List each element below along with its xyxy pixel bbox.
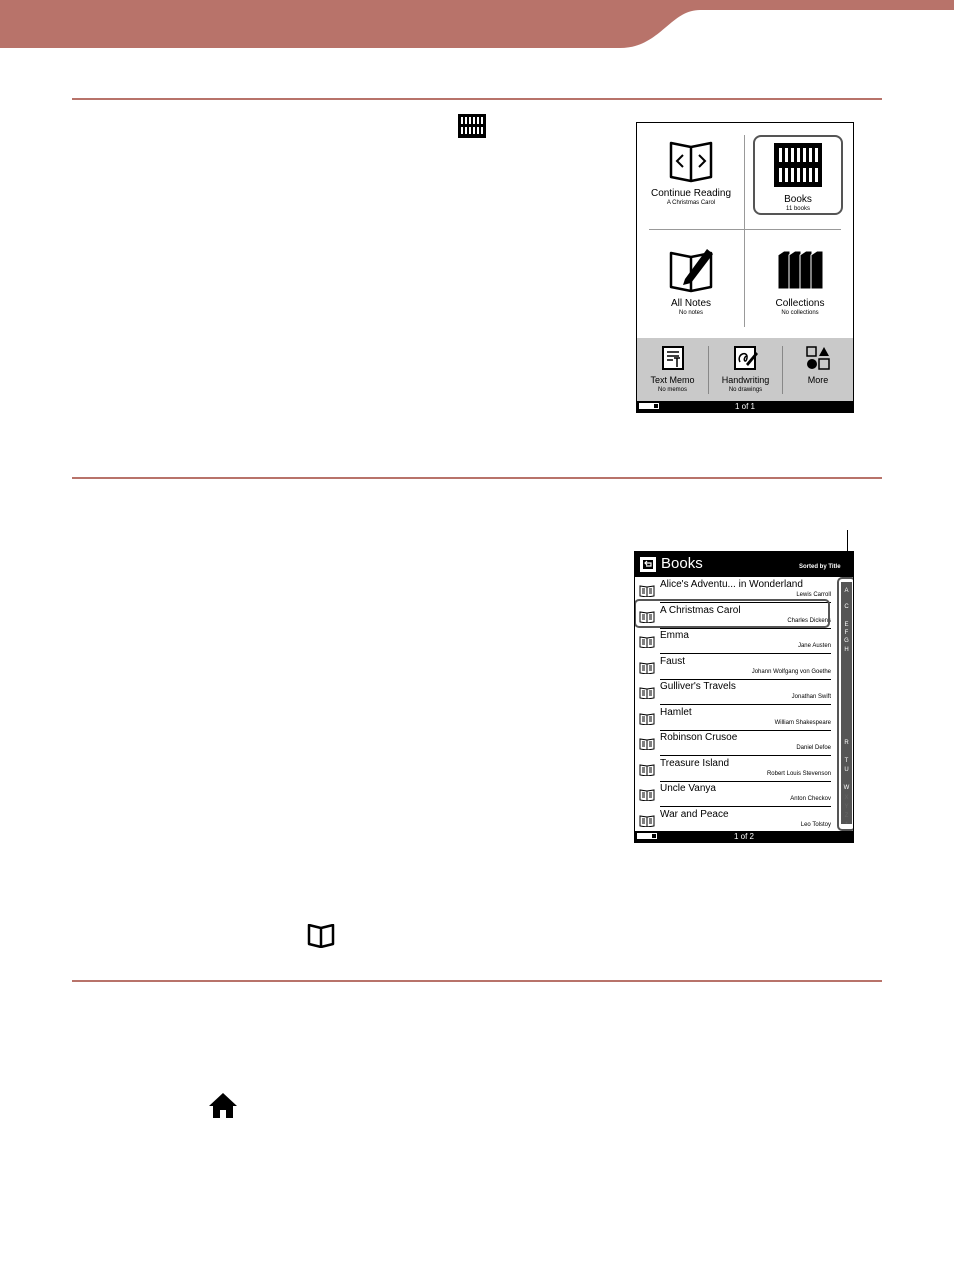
books-tile[interactable] [753,135,843,215]
back-icon[interactable] [640,557,656,572]
book-icon [639,815,655,827]
status-bar [637,401,853,412]
item-subtitle: No memos [657,387,687,393]
book-author: Lewis Carroll [796,592,831,598]
book-author: Jonathan Swift [791,694,831,700]
battery-icon [639,403,659,409]
index-letter[interactable]: H [844,647,849,653]
index-letter[interactable]: T [844,758,849,764]
item-title: More [807,375,829,385]
item-title: Handwriting [721,375,770,385]
item-subtitle: No drawings [728,387,763,393]
book-row[interactable] [635,680,831,705]
book-title: War and Peace [660,808,729,820]
book-author: Anton Checkov [790,796,831,802]
book-icon [639,738,655,750]
books-title: Books [661,555,703,572]
book-icon [639,687,655,699]
book-title: Robinson Crusoe [660,732,738,743]
tile-subtitle: A Christmas Carol [666,200,716,206]
text-memo-icon [662,346,684,370]
tile-subtitle: 11 books [786,206,810,212]
collections-tile[interactable] [747,249,853,317]
more-button[interactable] [783,346,853,386]
all-notes-tile[interactable] [639,245,743,317]
book-title: Uncle Vanya [660,783,716,794]
continue-reading-tile[interactable] [639,141,743,207]
handwriting-icon [734,346,758,370]
book-icon [639,585,655,597]
header-band [0,0,954,52]
index-letter[interactable]: W [843,785,850,791]
book-row[interactable] [635,808,831,833]
section-rule-3 [72,980,882,982]
quick-access-bar [637,338,853,401]
book-icon [639,662,655,674]
book-author: Jane Austen [797,643,831,649]
book-icon [639,764,655,776]
sort-label[interactable]: Sorted by Title [799,564,841,570]
book-row[interactable] [635,706,831,731]
book-author: Leo Tolstoy [800,821,831,828]
books-header [635,552,853,577]
selection-highlight [634,599,830,628]
index-letter[interactable]: * [845,822,848,828]
book-author: William Shakespeare [774,719,831,726]
index-letter[interactable]: C [844,604,849,610]
book-author: Robert Louis Stevenson [766,770,831,777]
index-letter[interactable]: U [844,767,849,773]
tile-subtitle: No notes [678,310,703,316]
text-memo-button[interactable] [637,346,708,394]
book-row[interactable] [635,757,831,782]
tile-title: Books [784,194,812,205]
divider [649,229,841,230]
book-row[interactable] [635,782,831,807]
book-author: Charles Dickens [787,617,831,624]
open-book-icon [306,924,336,948]
book-icon [639,713,655,725]
book-row[interactable] [635,731,831,756]
book-title: Gulliver's Travels [660,681,736,692]
book-title: Faust [660,655,686,667]
index-letter[interactable]: F [844,630,849,636]
index-letter[interactable]: Y [844,804,849,810]
index-letter[interactable]: A [844,588,849,594]
book-title: Alice's Adventu... in Wonderland [660,579,803,590]
book-icon [639,789,655,801]
home-screen [636,122,854,413]
open-book-icon [667,141,715,183]
index-letter[interactable]: Z [844,813,849,819]
notes-pen-icon [667,245,715,293]
books-screen [634,551,854,843]
page-indicator: 1 of 1 [734,402,755,411]
book-icon [639,636,655,648]
book-author: Johann Wolfgang von Goethe [751,668,831,675]
handwriting-button[interactable] [709,346,782,394]
item-title: Text Memo [650,375,695,385]
tile-title: Collections [775,298,825,309]
bookshelf-icon [774,143,822,187]
index-letter[interactable]: G [844,638,849,644]
index-highlight [837,577,854,831]
index-letter[interactable]: R [844,740,849,746]
index-letter[interactable]: E [844,622,849,628]
book-title: Treasure Island [660,757,730,769]
divider [744,135,745,327]
home-icon [208,1091,238,1119]
index-letter[interactable]: X [844,795,849,801]
book-row[interactable] [635,629,831,654]
section-rule-2 [72,477,882,479]
status-bar [635,831,853,842]
collections-icon [776,249,824,293]
page-indicator: 1 of 2 [733,832,754,841]
bookshelf-icon [458,114,486,138]
book-row[interactable] [635,655,831,680]
section-rule-1 [72,98,882,100]
tile-title: All Notes [670,298,711,309]
book-title: A Christmas Carol [660,604,741,616]
battery-icon [637,833,657,839]
book-title: Hamlet [660,706,692,718]
shapes-icon [806,346,830,370]
book-title: Emma [660,630,689,641]
book-author: Daniel Defoe [796,745,831,751]
tile-title: Continue Reading [650,188,732,199]
tile-subtitle: No collections [781,310,819,316]
